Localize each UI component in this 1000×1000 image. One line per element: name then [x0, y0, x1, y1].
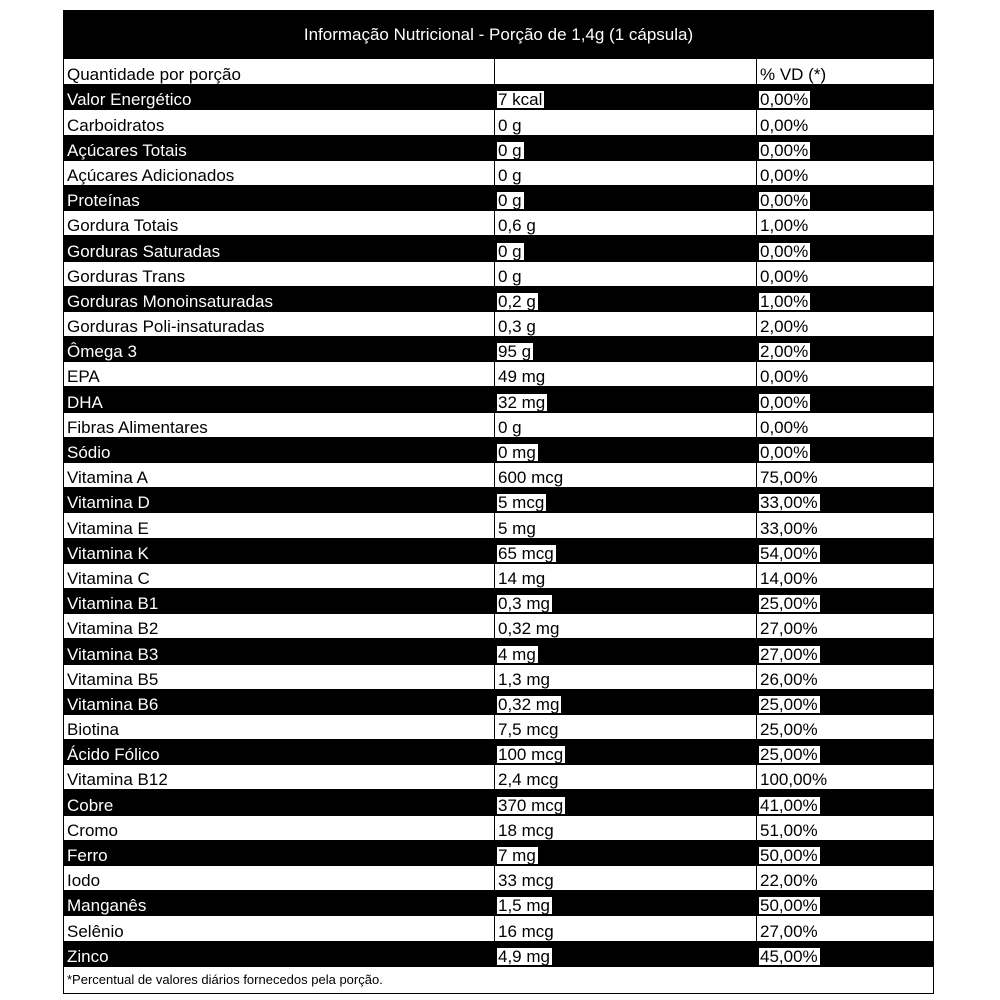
- nutrient-daily-value: 27,00%: [760, 921, 818, 941]
- header-dv-label: [756, 59, 933, 84]
- nutrient-name-cell: [64, 110, 494, 134]
- nutrient-amount-cell: [494, 362, 756, 386]
- nutrient-name: Carboidratos: [67, 115, 165, 135]
- nutrient-daily-value: 25,00%: [760, 694, 818, 714]
- nutrient-name: Gorduras Saturadas: [67, 241, 221, 261]
- nutrient-daily-value-cell: [756, 564, 933, 588]
- nutrient-name: Biotina: [67, 720, 119, 740]
- nutrient-amount: 4,9 mg: [498, 946, 550, 966]
- nutrient-daily-value: 26,00%: [760, 669, 818, 689]
- table-row: [64, 336, 933, 361]
- nutrient-amount-cell: [494, 942, 756, 966]
- nutrient-amount-cell: [494, 740, 756, 764]
- nutrient-amount-cell: [494, 110, 756, 134]
- nutrient-daily-value: 50,00%: [760, 896, 818, 916]
- nutrient-name-cell: [64, 916, 494, 940]
- nutrient-amount: 0 g: [498, 417, 522, 437]
- nutrient-name-cell: [64, 186, 494, 210]
- table-row: [64, 160, 933, 185]
- nutrient-daily-value: 27,00%: [760, 619, 818, 639]
- nutrient-daily-value: 33,00%: [760, 493, 818, 513]
- nutrient-daily-value: 33,00%: [760, 518, 818, 538]
- nutrient-name: Selênio: [67, 921, 124, 941]
- nutrient-name: Vitamina B6: [67, 694, 159, 714]
- nutrient-amount: 370 mcg: [498, 795, 564, 815]
- nutrient-name-cell: [64, 665, 494, 689]
- nutrient-name: EPA: [67, 367, 100, 387]
- nutrient-daily-value: 0,00%: [760, 140, 809, 160]
- nutrient-daily-value: 0,00%: [760, 443, 809, 462]
- nutrient-name: Vitamina A: [67, 468, 148, 488]
- nutrient-name-cell: [64, 891, 494, 915]
- nutrient-name: Gordura Totais: [67, 216, 179, 236]
- nutrient-amount-cell: [494, 639, 756, 663]
- nutrient-daily-value-cell: [756, 337, 933, 361]
- nutrient-daily-value: 25,00%: [760, 745, 818, 765]
- nutrient-amount-cell: [494, 337, 756, 361]
- nutrient-amount-cell: [494, 690, 756, 714]
- nutrient-name-cell: [64, 161, 494, 185]
- nutrient-name-cell: [64, 942, 494, 966]
- nutrient-amount-cell: [494, 841, 756, 865]
- nutrient-name-cell: [64, 413, 494, 437]
- nutrient-name-cell: [64, 211, 494, 235]
- nutrient-name: Vitamina B2: [67, 619, 159, 639]
- nutrient-amount: 2,4 mcg: [498, 770, 559, 790]
- nutrient-name: Vitamina B12: [67, 770, 168, 790]
- nutrient-amount: 0,32 mg: [498, 619, 560, 639]
- nutrient-name: Vitamina D: [67, 493, 150, 513]
- table-row: [64, 890, 933, 915]
- nutrient-daily-value: 0,00%: [760, 266, 809, 286]
- nutrient-rows: [64, 84, 933, 966]
- nutrient-amount-cell: [494, 488, 756, 512]
- nutrient-amount: 4 mg: [498, 644, 536, 664]
- nutrient-daily-value: 1,00%: [760, 291, 809, 311]
- nutrient-amount: 33 mcg: [498, 871, 554, 891]
- nutrient-amount: 0 g: [498, 115, 522, 135]
- table-row: [64, 361, 933, 386]
- nutrient-daily-value-cell: [756, 488, 933, 512]
- nutrient-amount: 0 g: [498, 191, 522, 211]
- nutrient-amount: 14 mg: [498, 568, 546, 588]
- nutrient-daily-value-cell: [756, 110, 933, 134]
- nutrient-amount-cell: [494, 715, 756, 739]
- nutrient-amount-cell: [494, 438, 756, 462]
- nutrient-daily-value: 25,00%: [760, 594, 818, 614]
- nutrient-amount-cell: [494, 161, 756, 185]
- nutrient-daily-value-cell: [756, 85, 933, 109]
- table-row: [64, 840, 933, 865]
- nutrient-name: Vitamina B1: [67, 594, 159, 614]
- nutrient-name-cell: [64, 639, 494, 663]
- nutrient-amount-cell: [494, 816, 756, 840]
- nutrient-amount-cell: [494, 312, 756, 336]
- nutrient-daily-value-cell: [756, 740, 933, 764]
- nutrient-name: Vitamina B5: [67, 669, 159, 689]
- nutrient-amount-cell: [494, 866, 756, 890]
- nutrient-name-cell: [64, 362, 494, 386]
- nutrient-amount: 18 mcg: [498, 820, 554, 840]
- nutrient-name-cell: [64, 715, 494, 739]
- nutrient-name: Vitamina B3: [67, 644, 159, 664]
- nutrient-amount-cell: [494, 513, 756, 537]
- nutrient-daily-value: 0,00%: [760, 241, 809, 261]
- nutrient-amount-cell: [494, 413, 756, 437]
- nutrient-name-cell: [64, 488, 494, 512]
- nutrient-amount: 7,5 mcg: [498, 720, 559, 740]
- nutrient-amount-cell: [494, 765, 756, 789]
- nutrient-amount-cell: [494, 136, 756, 160]
- nutrient-daily-value: 54,00%: [760, 543, 818, 563]
- nutrient-name: Proteínas: [67, 191, 140, 211]
- nutrient-name-cell: [64, 765, 494, 789]
- nutrient-name-cell: [64, 463, 494, 487]
- table-row: [64, 512, 933, 537]
- nutrient-daily-value: 27,00%: [760, 644, 818, 664]
- nutrient-name: Zinco: [67, 946, 109, 966]
- nutrient-daily-value-cell: [756, 262, 933, 286]
- nutrient-name: Ômega 3: [67, 342, 137, 362]
- nutrient-name-cell: [64, 539, 494, 563]
- nutrient-daily-value-cell: [756, 312, 933, 336]
- nutrient-daily-value-cell: [756, 463, 933, 487]
- table-row: [64, 588, 933, 613]
- nutrient-daily-value-cell: [756, 136, 933, 160]
- nutrient-name-cell: [64, 614, 494, 638]
- table-row: [64, 109, 933, 134]
- nutrient-amount-cell: [494, 891, 756, 915]
- nutrient-daily-value: 14,00%: [760, 568, 818, 588]
- nutrient-daily-value-cell: [756, 690, 933, 714]
- nutrient-amount-cell: [494, 463, 756, 487]
- header-amount-label: [494, 59, 756, 84]
- nutrient-amount: 7 kcal: [498, 90, 543, 110]
- nutrient-daily-value: 0,00%: [760, 165, 809, 185]
- table-row: [64, 941, 933, 966]
- nutrient-daily-value-cell: [756, 161, 933, 185]
- nutrient-name-cell: [64, 790, 494, 814]
- nutrient-name: Cobre: [67, 795, 114, 815]
- table-row: [64, 563, 933, 588]
- nutrient-amount-cell: [494, 539, 756, 563]
- nutrient-daily-value: 0,00%: [760, 191, 809, 211]
- nutrient-name: Gorduras Poli-insaturadas: [67, 317, 265, 337]
- table-title: Informação Nutricional - Porção de 1,4g (1 cápsula): [64, 11, 933, 59]
- nutrient-name-cell: [64, 387, 494, 411]
- nutrient-daily-value: 22,00%: [760, 871, 818, 891]
- nutrient-daily-value: 25,00%: [760, 720, 818, 740]
- nutrient-daily-value-cell: [756, 186, 933, 210]
- nutrient-amount-cell: [494, 614, 756, 638]
- nutrient-amount: 32 mg: [498, 392, 546, 412]
- nutrient-daily-value-cell: [756, 639, 933, 663]
- nutrient-name-cell: [64, 589, 494, 613]
- nutrient-daily-value-cell: [756, 790, 933, 814]
- nutrient-amount: 16 mcg: [498, 921, 554, 941]
- nutrient-amount-cell: [494, 790, 756, 814]
- nutrient-amount-cell: [494, 665, 756, 689]
- table-row: [64, 84, 933, 109]
- nutrient-amount: 7 mg: [498, 846, 536, 865]
- table-row: [64, 412, 933, 437]
- nutrient-daily-value-cell: [756, 236, 933, 260]
- nutrient-daily-value-cell: [756, 942, 933, 966]
- nutrient-amount: 65 mcg: [498, 543, 554, 563]
- table-row: [64, 437, 933, 462]
- nutrient-name-cell: [64, 136, 494, 160]
- table-row: [64, 386, 933, 411]
- nutrient-name: Gorduras Trans: [67, 266, 186, 286]
- table-row: [64, 311, 933, 336]
- nutrient-daily-value: 51,00%: [760, 820, 818, 840]
- nutrient-daily-value: 1,00%: [760, 216, 809, 236]
- nutrient-name: Açúcares Totais: [67, 140, 187, 160]
- table-row: [64, 210, 933, 235]
- nutrient-daily-value-cell: [756, 841, 933, 865]
- table-row: [64, 235, 933, 260]
- table-row: [64, 865, 933, 890]
- table-row: [64, 135, 933, 160]
- nutrient-daily-value: 0,00%: [760, 367, 809, 387]
- nutrient-amount: 0 g: [498, 241, 522, 261]
- nutrient-name: Vitamina K: [67, 543, 149, 563]
- nutrient-name: Vitamina C: [67, 568, 150, 588]
- table-row: [64, 789, 933, 814]
- nutrient-amount: 49 mg: [498, 367, 546, 387]
- nutrient-name-cell: [64, 312, 494, 336]
- nutrient-daily-value: 2,00%: [760, 342, 809, 362]
- nutrient-amount: 0,3 g: [498, 317, 536, 337]
- nutrient-amount-cell: [494, 564, 756, 588]
- nutrient-daily-value: 0,00%: [760, 392, 809, 412]
- table-row: [64, 739, 933, 764]
- nutrient-name-cell: [64, 816, 494, 840]
- nutrient-name: Valor Energético: [67, 90, 192, 110]
- nutrient-name: Manganês: [67, 896, 147, 916]
- nutrient-daily-value-cell: [756, 715, 933, 739]
- nutrient-daily-value: 0,00%: [760, 115, 809, 135]
- nutrient-daily-value: 0,00%: [760, 90, 809, 110]
- table-row: [64, 261, 933, 286]
- table-row: [64, 664, 933, 689]
- nutrient-daily-value-cell: [756, 589, 933, 613]
- nutrient-amount: 0 g: [498, 140, 522, 160]
- header-col1-text: Quantidade por porção: [67, 65, 241, 85]
- table-row: [64, 915, 933, 940]
- nutrient-amount-cell: [494, 262, 756, 286]
- table-row: [64, 714, 933, 739]
- nutrient-amount: 0,2 g: [498, 291, 536, 311]
- nutrition-facts-table: [63, 10, 934, 994]
- nutrient-amount-cell: [494, 186, 756, 210]
- nutrient-amount: 1,3 mg: [498, 669, 550, 689]
- nutrient-amount: 5 mcg: [498, 493, 545, 513]
- nutrient-name-cell: [64, 841, 494, 865]
- nutrient-daily-value: 75,00%: [760, 468, 818, 488]
- header-quantity-label: [64, 59, 494, 84]
- nutrient-amount: 1,5 mg: [498, 896, 550, 916]
- table-row: [64, 764, 933, 789]
- table-row: [64, 538, 933, 563]
- nutrient-daily-value-cell: [756, 765, 933, 789]
- nutrient-amount-cell: [494, 287, 756, 311]
- nutrient-daily-value: 45,00%: [760, 946, 818, 966]
- nutrient-name: Cromo: [67, 820, 119, 840]
- nutrient-name: Sódio: [67, 443, 111, 462]
- nutrient-name: Gorduras Monoinsaturadas: [67, 291, 274, 311]
- nutrient-amount: 0 mg: [498, 443, 536, 462]
- nutrient-amount: 600 mcg: [498, 468, 564, 488]
- header-col3-text: % VD (*): [760, 65, 827, 85]
- nutrient-daily-value-cell: [756, 891, 933, 915]
- nutrient-daily-value-cell: [756, 362, 933, 386]
- nutrient-daily-value-cell: [756, 665, 933, 689]
- table-row: [64, 815, 933, 840]
- table-row: [64, 638, 933, 663]
- nutrient-amount: 0,32 mg: [498, 694, 560, 714]
- nutrient-daily-value-cell: [756, 211, 933, 235]
- nutrient-name-cell: [64, 337, 494, 361]
- header-row: [64, 59, 933, 84]
- nutrient-daily-value-cell: [756, 513, 933, 537]
- nutrient-daily-value: 50,00%: [760, 846, 818, 865]
- nutrient-name-cell: [64, 690, 494, 714]
- nutrient-name-cell: [64, 564, 494, 588]
- nutrient-name-cell: [64, 287, 494, 311]
- nutrient-daily-value-cell: [756, 539, 933, 563]
- table-row: [64, 613, 933, 638]
- nutrient-daily-value-cell: [756, 916, 933, 940]
- nutrient-daily-value: 100,00%: [760, 770, 828, 790]
- nutrient-amount: 100 mcg: [498, 745, 564, 765]
- nutrient-amount-cell: [494, 916, 756, 940]
- nutrient-amount: 95 g: [498, 342, 532, 362]
- nutrient-name: Fibras Alimentares: [67, 417, 208, 437]
- nutrient-amount-cell: [494, 387, 756, 411]
- nutrient-daily-value-cell: [756, 387, 933, 411]
- nutrient-amount: 0 g: [498, 165, 522, 185]
- nutrient-name: Ferro: [67, 846, 108, 865]
- nutrient-daily-value: 2,00%: [760, 317, 809, 337]
- nutrient-daily-value-cell: [756, 866, 933, 890]
- nutrient-name: Vitamina E: [67, 518, 149, 538]
- nutrient-name: Iodo: [67, 871, 101, 891]
- nutrient-daily-value-cell: [756, 287, 933, 311]
- nutrient-name: Açúcares Adicionados: [67, 165, 235, 185]
- nutrient-amount: 0,3 mg: [498, 594, 550, 614]
- nutrient-name-cell: [64, 513, 494, 537]
- nutrient-name-cell: [64, 262, 494, 286]
- nutrient-name-cell: [64, 438, 494, 462]
- table-row: [64, 487, 933, 512]
- nutrient-amount: 0 g: [498, 266, 522, 286]
- table-row: [64, 689, 933, 714]
- nutrient-daily-value: 0,00%: [760, 417, 809, 437]
- nutrient-amount: 5 mg: [498, 518, 536, 538]
- nutrient-name: Ácido Fólico: [67, 745, 160, 765]
- table-row: [64, 286, 933, 311]
- nutrient-daily-value-cell: [756, 413, 933, 437]
- nutrient-name: DHA: [67, 392, 103, 412]
- nutrient-daily-value-cell: [756, 438, 933, 462]
- nutrient-amount: 0,6 g: [498, 216, 536, 236]
- nutrient-name-cell: [64, 85, 494, 109]
- nutrient-amount-cell: [494, 211, 756, 235]
- footnote: *Percentual de valores diários fornecedos pela porção.: [64, 966, 933, 993]
- nutrient-amount-cell: [494, 236, 756, 260]
- nutrient-daily-value: 41,00%: [760, 795, 818, 815]
- nutrient-amount-cell: [494, 85, 756, 109]
- nutrient-amount-cell: [494, 589, 756, 613]
- nutrient-name-cell: [64, 866, 494, 890]
- nutrient-daily-value-cell: [756, 816, 933, 840]
- nutrient-name-cell: [64, 740, 494, 764]
- nutrient-name-cell: [64, 236, 494, 260]
- table-row: [64, 462, 933, 487]
- nutrient-daily-value-cell: [756, 614, 933, 638]
- table-row: [64, 185, 933, 210]
